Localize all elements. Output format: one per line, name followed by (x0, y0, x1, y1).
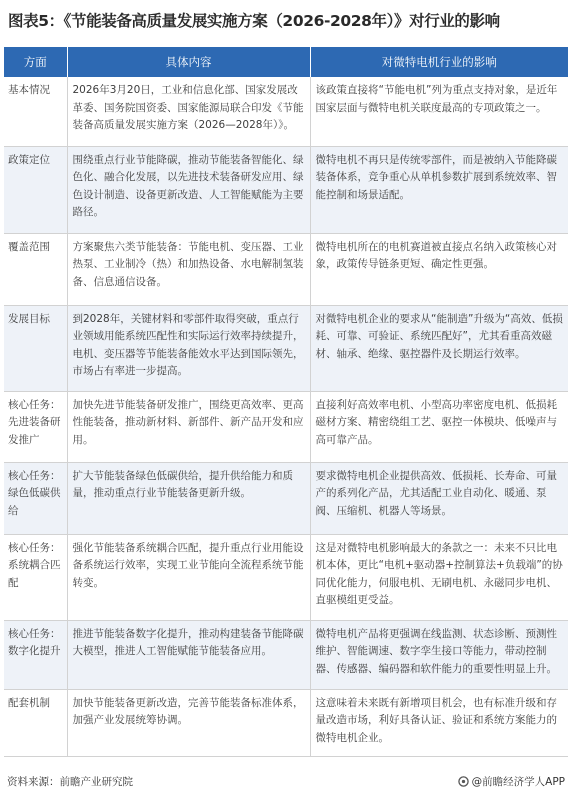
row-content: 加快节能装备更新改造，完善节能装备标准体系，加强产业发展统筹协调。 (67, 689, 310, 756)
header-impact: 对微特电机行业的影响 (310, 47, 568, 77)
brand-mark (458, 774, 565, 789)
row-aspect: 政策定位 (4, 146, 67, 233)
row-impact: 要求微特电机企业提供高效、低损耗、长寿命、可量产的系列化产品，尤其适配工业自动化、暖通、泵阀、压缩机、机器人等场景。 (310, 462, 568, 534)
row-aspect: 核心任务：绿色低碳供给 (4, 462, 67, 534)
row-aspect: 配套机制 (4, 689, 67, 756)
row-impact: 该政策直接将“节能电机”列为重点支持对象，是近年国家层面与微特电机关联度最高的专项政策之一。 (310, 77, 568, 146)
table-row (4, 689, 568, 756)
table-row (4, 146, 568, 233)
footer (7, 774, 565, 792)
row-impact: 微特电机所在的电机赛道被直接点名纳入政策核心对象，政策传导链条更短、确定性更强。 (310, 233, 568, 305)
header-aspect: 方面 (4, 47, 67, 77)
row-impact: 这意味着未来既有新增项目机会，也有标准升级和存量改造市场，利好具备认证、验证和系统方案能力的微特电机企业。 (310, 689, 568, 756)
row-aspect: 基本情况 (4, 77, 67, 146)
row-content: 强化节能装备系统耦合匹配，提升重点行业用能设备系统运行效率，实现工业节能向全流程系统节能转变。 (67, 534, 310, 620)
table-row (4, 620, 568, 689)
table-row (4, 534, 568, 620)
row-impact: 对微特电机企业的要求从“能制造”升级为“高效、低损耗、可靠、可验证、系统匹配好”，尤其看重高效磁材、轴承、绝缘、驱控器件及长期运行效率。 (310, 305, 568, 391)
table-row (4, 462, 568, 534)
brand-label: @前瞻经济学人APP (471, 776, 565, 788)
row-impact: 微特电机产品将更强调在线监测、状态诊断、预测性维护、智能调速、数字孪生接口等能力，带动控制器、传感器、编码器和软件能力的重要性明显上升。 (310, 620, 568, 689)
row-aspect: 覆盖范围 (4, 233, 67, 305)
row-impact: 这是对微特电机影响最大的条款之一：未来不只比电机本体，更比“电机+驱动器+控制算法+负载端”的协同优化能力，伺服电机、无刷电机、永磁同步电机、直驱模组更受益。 (310, 534, 568, 620)
impact-table (4, 47, 568, 757)
row-aspect: 核心任务：系统耦合匹配 (4, 534, 67, 620)
row-impact: 直接利好高效率电机、小型高功率密度电机、低损耗磁材方案、精密绕组工艺、驱控一体模块、低噪声与高可靠产品。 (310, 391, 568, 462)
row-content: 加快先进节能装备研发推广，围绕更高效率、更高性能装备，推动新材料、新部件、新产品开发和应用。 (67, 391, 310, 462)
row-aspect: 核心任务：先进装备研发推广 (4, 391, 67, 462)
qianzhan-logo-icon (458, 776, 469, 787)
row-aspect: 发展目标 (4, 305, 67, 391)
row-content: 推进节能装备数字化提升，推动构建装备节能降碳大模型，推进人工智能赋能节能装备应用。 (67, 620, 310, 689)
row-content: 2026年3月20日，工业和信息化部、国家发展改革委、国务院国资委、国家能源局联合印发《节能装备高质量发展实施方案（2026—2028年）》。 (67, 77, 310, 146)
table-row (4, 233, 568, 305)
row-content: 到2028年，关键材料和零部件取得突破，重点行业领域用能系统匹配性和实际运行效率持续提升，电机、变压器等节能装备能效水平达到国际领先，市场占有率进一步提高。 (67, 305, 310, 391)
figure-title: 图表5：《节能装备高质量发展实施方案（2026-2028年）》对行业的影响 (8, 12, 500, 30)
row-content: 围绕重点行业节能降碳，推动节能装备智能化、绿色化、融合化发展，以先进技术装备研发应用、绿色设计制造、设备更新改造、人工智能赋能为主要路径。 (67, 146, 310, 233)
row-content: 方案聚焦六类节能装备：节能电机、变压器、工业热泵、工业制冷（热）和加热设备、水电解制氢装备、信息通信设备。 (67, 233, 310, 305)
row-impact: 微特电机不再只是传统零部件，而是被纳入节能降碳装备体系，竞争重心从单机参数扩展到系统效率、智能控制和场景适配。 (310, 146, 568, 233)
row-aspect: 核心任务：数字化提升 (4, 620, 67, 689)
row-content: 扩大节能装备绿色低碳供给，提升供给能力和质量，推动重点行业节能装备更新升级。 (67, 462, 310, 534)
table-row (4, 305, 568, 391)
source-note: 资料来源：前瞻产业研究院 (7, 776, 133, 788)
table-row (4, 77, 568, 146)
table-header-row (4, 47, 568, 77)
table-row (4, 391, 568, 462)
header-content: 具体内容 (67, 47, 310, 77)
